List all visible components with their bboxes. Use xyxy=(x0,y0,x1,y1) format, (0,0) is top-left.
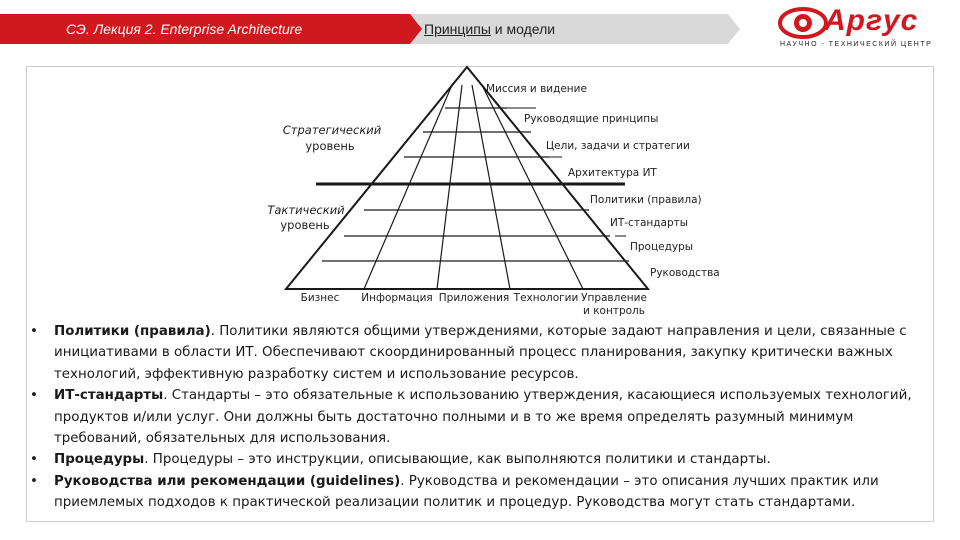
section-title-rest: и модели xyxy=(490,21,556,37)
level-label: Миссия и видение xyxy=(486,83,587,95)
level-label: ИТ-стандарты xyxy=(610,217,689,229)
tactical-label: Тактический xyxy=(267,203,345,217)
column-label: Технологии xyxy=(513,292,579,304)
bullet-text: . Руководства и рекомендации – это описания лучших практик или приемлемых подходов к практической реализации политик и процедур. Руководства могут стать стандартами. xyxy=(54,473,879,511)
list-item xyxy=(30,449,930,470)
level-label: Архитектура ИТ xyxy=(568,167,657,179)
course-title-banner xyxy=(0,14,430,44)
list-item xyxy=(30,385,930,449)
level-label: Процедуры xyxy=(630,241,694,253)
level-label: Цели, задачи и стратегии xyxy=(546,140,690,152)
bullet-text: . Процедуры – это инструкции, описывающие, как выполняются политики и стандарты. xyxy=(144,452,771,468)
section-title-banner xyxy=(410,14,740,44)
level-label: Руководящие принципы xyxy=(524,113,659,125)
list-item xyxy=(30,321,930,385)
bullet-term: Руководства или рекомендации (guidelines) xyxy=(54,473,401,489)
column-label: Приложения xyxy=(438,292,510,304)
bullet-term: Процедуры xyxy=(54,452,145,468)
level-label: Руководства xyxy=(650,267,720,279)
column-label: Бизнес xyxy=(300,292,340,304)
column-label: Управление xyxy=(581,292,647,304)
strategic-label: уровень xyxy=(305,139,355,153)
column-label: Информация xyxy=(361,292,433,304)
logo-subtitle: НАУЧНО - ТЕХНИЧЕСКИЙ ЦЕНТР xyxy=(780,41,933,48)
section-title xyxy=(424,21,555,37)
tactical-label: уровень xyxy=(280,218,330,232)
bullet-text: . Политики являются общими утверждениями, которые задают направления и цели, связанные с инициативами в области ИТ. Обеспечивают скоординированный процесс планирования, закупку критически важных технологий, эффективную разработку систем и использование ресурсов. xyxy=(54,324,907,382)
strategic-label: Стратегический xyxy=(282,123,382,137)
bullet-term: ИТ-стандарты xyxy=(54,388,164,404)
bullet-text: . Стандарты – это обязательные к использованию утверждения, касающиеся используемых технологий, продуктов и/или услуг. Они должны быть достаточно полными и в то же время определять разумный минимум требований, обязательных для использования. xyxy=(54,388,912,447)
level-label: Политики (правила) xyxy=(590,194,702,206)
argus-logo xyxy=(774,4,950,54)
list-item xyxy=(30,471,930,514)
definitions-list xyxy=(30,321,930,514)
section-title-underlined: Принципы xyxy=(424,21,491,37)
column-label: и контроль xyxy=(583,305,645,317)
logo-word: Аргус xyxy=(824,4,919,37)
eye-logo-icon xyxy=(778,6,828,42)
course-title: СЭ. Лекция 2. Enterprise Architecture xyxy=(66,21,303,37)
bullet-term: Политики (правила) xyxy=(54,324,211,339)
